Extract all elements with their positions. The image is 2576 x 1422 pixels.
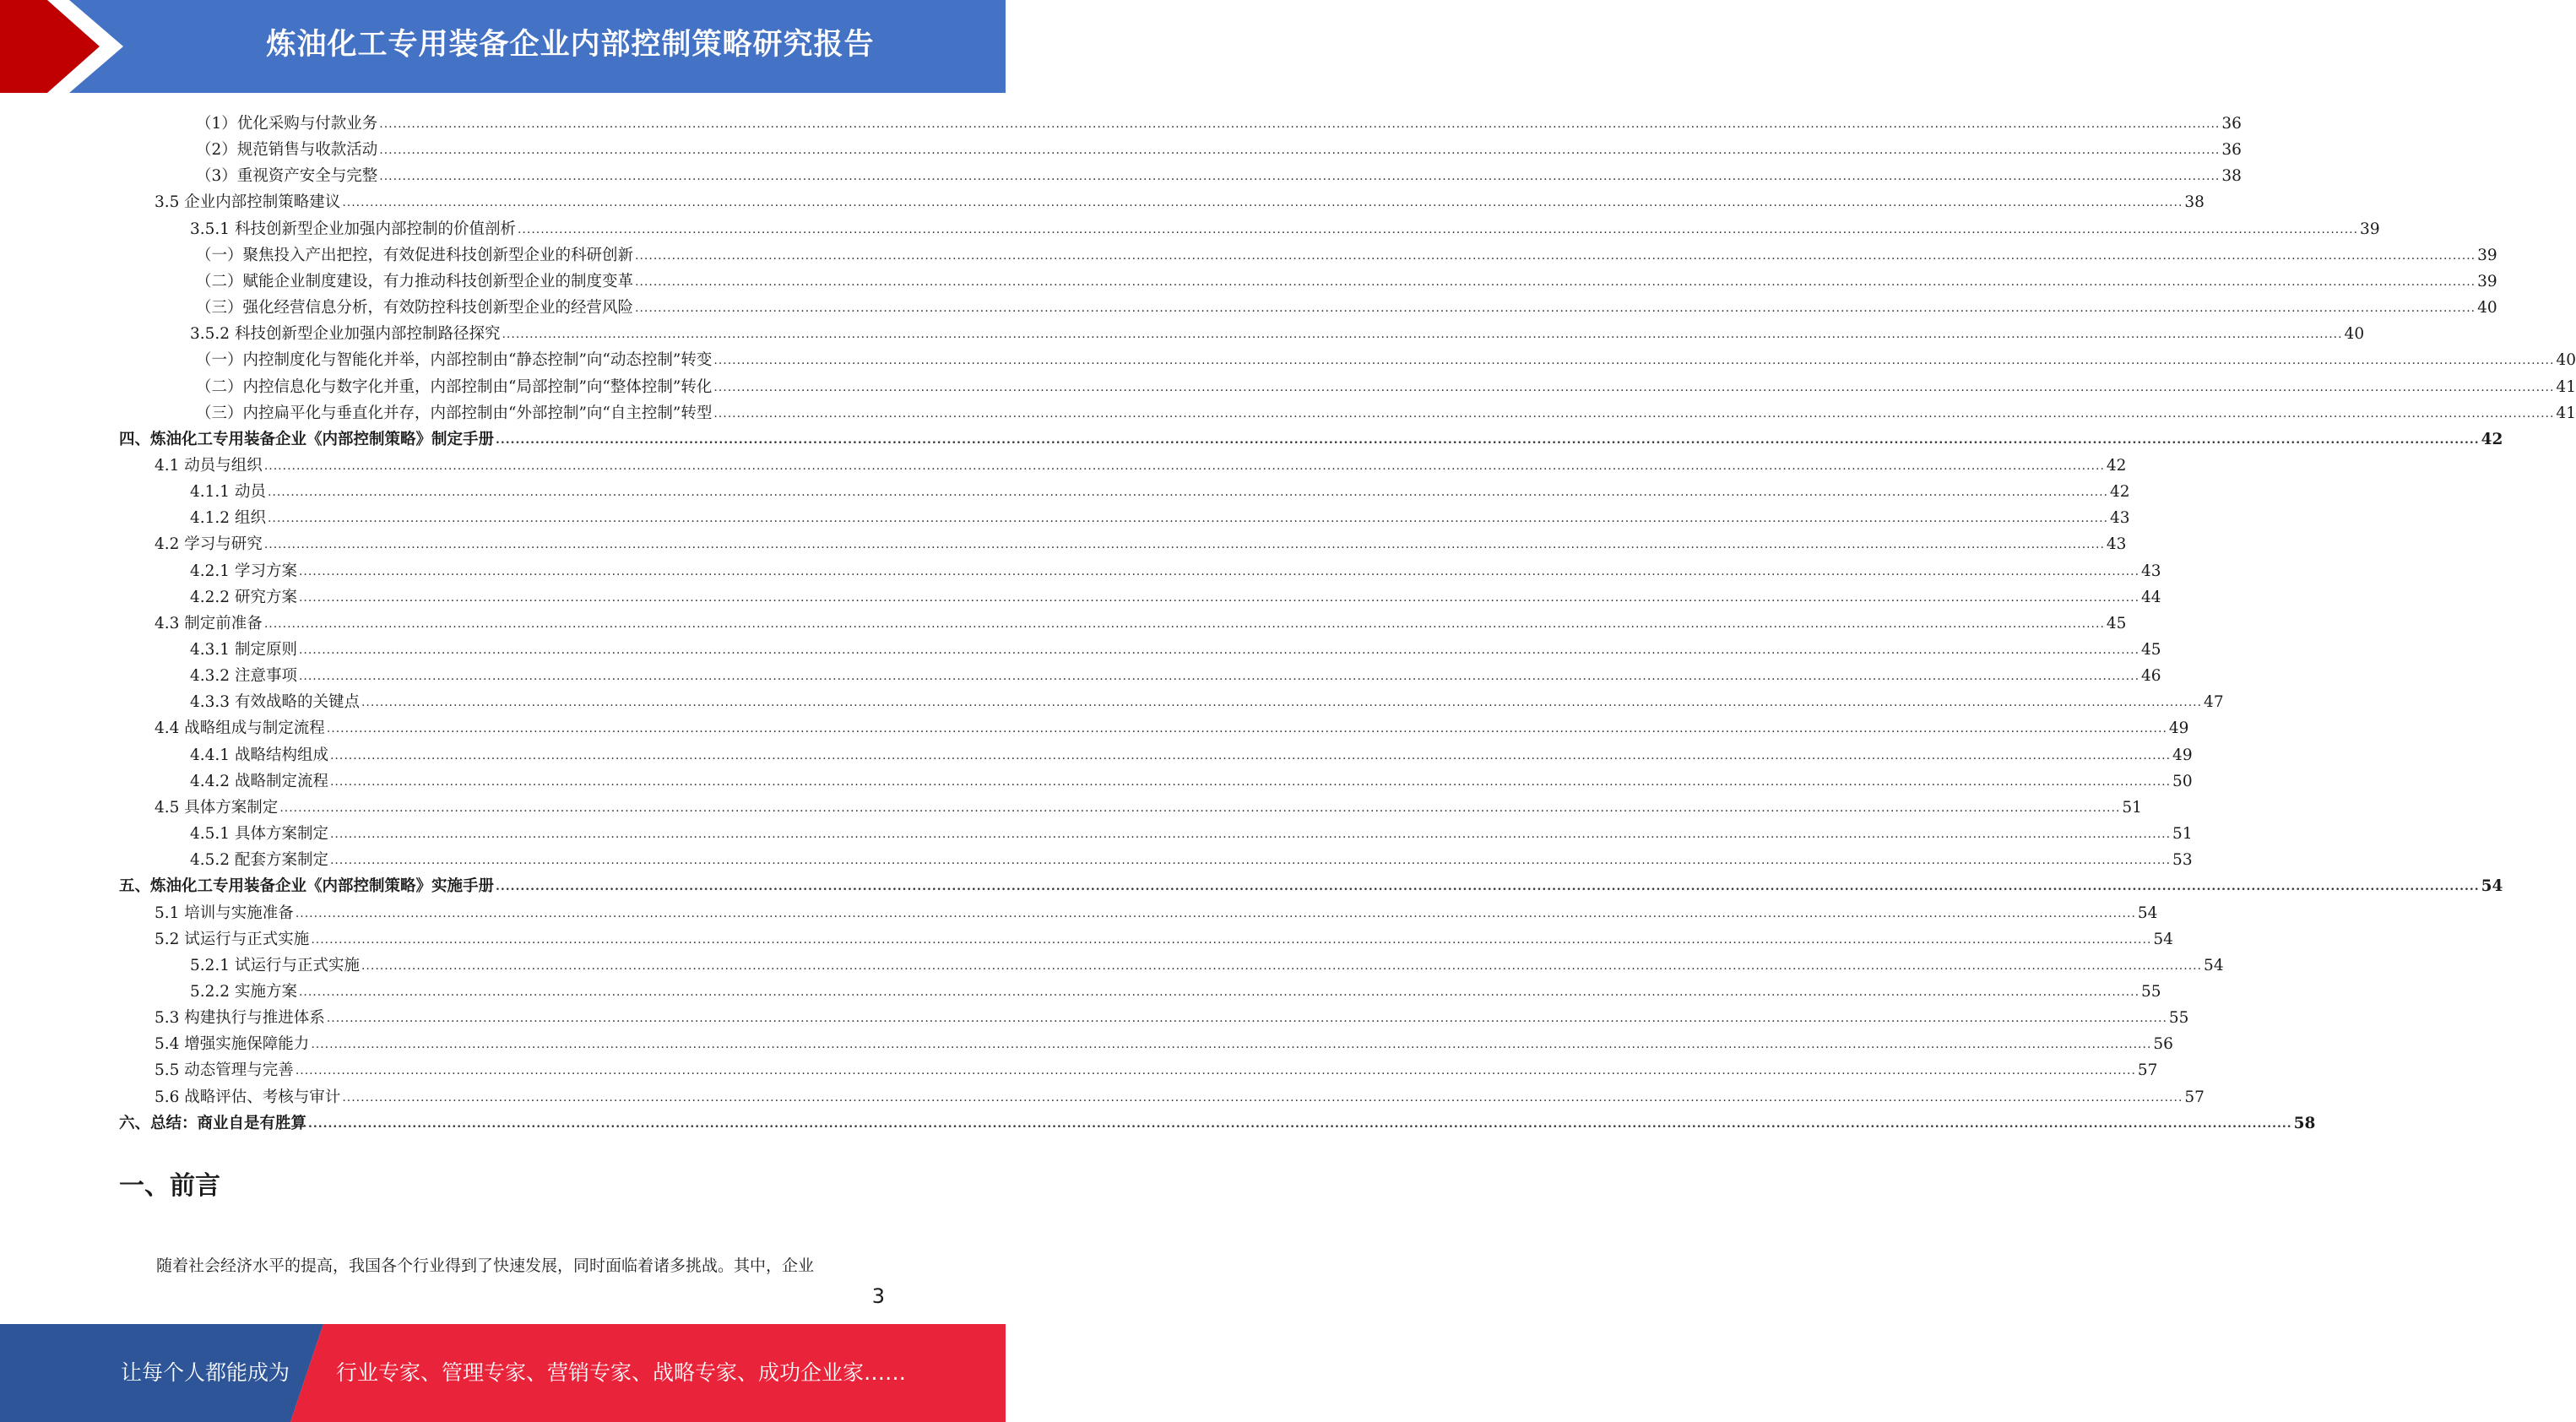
- toc-leader-dots: ................................................................................................................................................................................................................................................................................................................................................................................................................: [263, 616, 2105, 631]
- toc-entry-page: 49: [2172, 746, 2193, 764]
- toc-entry-title: 4.4.2 战略制定流程: [190, 772, 328, 790]
- toc-entry-page: 38: [2184, 193, 2205, 212]
- toc-entry-page: 39: [2477, 272, 2497, 290]
- toc-leader-dots: ................................................................................................................................................................................................................................................................................................................................................................................................................: [713, 406, 2555, 421]
- toc-entry-page: 42: [2110, 483, 2130, 502]
- toc-entry[interactable]: [155, 713, 2189, 739]
- toc-entry[interactable]: [196, 398, 2576, 424]
- toc-entry-page: 40: [2344, 325, 2365, 344]
- toc-entry-title: 4.3.3 有效战略的关键点: [190, 693, 360, 712]
- toc-entry-page: 57: [2184, 1088, 2205, 1106]
- toc-entry-title: （三）强化经营信息分析，有效防控科技创新型企业的经营风险: [196, 299, 634, 318]
- toc-leader-dots: ................................................................................................................................................................................................................................................................................................................................................................................................................: [379, 117, 2221, 131]
- toc-entry-title: 3.5 企业内部控制策略建议: [155, 193, 341, 212]
- toc-entry[interactable]: [190, 582, 2161, 608]
- toc-leader-dots: ................................................................................................................................................................................................................................................................................................................................................................................................................: [361, 696, 2203, 710]
- toc-entry[interactable]: [190, 844, 2193, 871]
- toc-leader-dots: ................................................................................................................................................................................................................................................................................................................................................................................................................: [311, 932, 2152, 947]
- toc-entry[interactable]: [155, 792, 2142, 818]
- toc-leader-dots: ................................................................................................................................................................................................................................................................................................................................................................................................................: [326, 1012, 2167, 1026]
- toc-entry-page: 43: [2110, 509, 2130, 528]
- toc-entry-page: 40: [2477, 299, 2497, 318]
- toc-entry-title: 4.5 具体方案制定: [155, 798, 279, 817]
- toc-entry-title: 4.3.1 制定原则: [190, 641, 297, 659]
- toc-leader-dots: ................................................................................................................................................................................................................................................................................................................................................................................................................: [342, 196, 2183, 210]
- toc-entry-title: 4.1.2 组织: [190, 509, 266, 528]
- chevron-arrow-icon: [0, 0, 135, 93]
- toc-entry[interactable]: [196, 292, 2497, 318]
- toc-entry[interactable]: [155, 1055, 2158, 1081]
- toc-entry-title: 4.2.1 学习方案: [190, 562, 297, 580]
- toc-entry-title: 5.6 战略评估、考核与审计: [155, 1088, 341, 1106]
- toc-leader-dots: ................................................................................................................................................................................................................................................................................................................................................................................................................: [496, 880, 2480, 894]
- toc-entry[interactable]: [190, 950, 2224, 976]
- toc-leader-dots: ................................................................................................................................................................................................................................................................................................................................................................................................................: [379, 144, 2221, 158]
- toc-entry-page: 50: [2172, 772, 2193, 790]
- toc-entry-title: 5.3 构建执行与推进体系: [155, 1009, 325, 1028]
- toc-entry[interactable]: [196, 108, 2242, 134]
- toc-entry-title: 4.5.2 配套方案制定: [190, 851, 328, 870]
- toc-leader-dots: ................................................................................................................................................................................................................................................................................................................................................................................................................: [267, 512, 2109, 526]
- toc-entry[interactable]: [196, 240, 2497, 266]
- toc-entry-title: （二）赋能企业制度建设，有力推动科技创新型企业的制度变革: [196, 272, 634, 290]
- toc-entry[interactable]: [190, 634, 2161, 660]
- toc-entry-title: 4.2.2 研究方案: [190, 588, 297, 606]
- toc-leader-dots: ................................................................................................................................................................................................................................................................................................................................................................................................................: [263, 538, 2105, 552]
- toc-entry-page: 55: [2141, 982, 2161, 1001]
- toc-entry-page: 46: [2141, 667, 2161, 686]
- toc-entry[interactable]: [196, 134, 2242, 160]
- toc-entry-title: 4.1 动员与组织: [155, 456, 263, 475]
- toc-entry[interactable]: [119, 871, 2503, 897]
- toc-entry[interactable]: [155, 1082, 2205, 1108]
- toc-leader-dots: ................................................................................................................................................................................................................................................................................................................................................................................................................: [311, 1038, 2152, 1052]
- toc-entry-title: （3）重视资产安全与完整: [196, 167, 378, 186]
- toc-entry-page: 56: [2153, 1035, 2173, 1054]
- toc-entry-page: 42: [2106, 456, 2127, 475]
- toc-entry-title: （一）内控制度化与智能化并举，内部控制由“静态控制”向“动态控制”转变: [196, 351, 713, 370]
- toc-leader-dots: ................................................................................................................................................................................................................................................................................................................................................................................................................: [635, 248, 2476, 263]
- toc-entry[interactable]: [190, 976, 2161, 1002]
- toc-leader-dots: ................................................................................................................................................................................................................................................................................................................................................................................................................: [713, 380, 2555, 394]
- toc-entry-title: （三）内控扁平化与垂直化并存，内部控制由“外部控制”向“自主控制”转型: [196, 404, 713, 422]
- toc-leader-dots: ................................................................................................................................................................................................................................................................................................................................................................................................................: [298, 643, 2140, 657]
- toc-leader-dots: ................................................................................................................................................................................................................................................................................................................................................................................................................: [298, 670, 2140, 684]
- toc-entry-page: 51: [2122, 798, 2142, 817]
- toc-leader-dots: ................................................................................................................................................................................................................................................................................................................................................................................................................: [295, 1064, 2136, 1078]
- toc-leader-dots: ................................................................................................................................................................................................................................................................................................................................................................................................................: [502, 328, 2343, 342]
- toc-entry-title: 4.4.1 战略结构组成: [190, 746, 328, 764]
- toc-entry[interactable]: [155, 608, 2127, 634]
- toc-leader-dots: ................................................................................................................................................................................................................................................................................................................................................................................................................: [298, 564, 2140, 578]
- toc-entry-page: 49: [2168, 719, 2189, 738]
- toc-entry-title: （1）优化采购与付款业务: [196, 115, 378, 133]
- toc-entry-page: 43: [2141, 562, 2161, 580]
- toc-entry[interactable]: [190, 476, 2130, 502]
- toc-entry[interactable]: [155, 187, 2205, 213]
- toc-entry-title: 五、炼油化工专用装备企业《内部控制策略》实施手册: [119, 877, 495, 896]
- toc-entry-title: 5.4 增强实施保障能力: [155, 1035, 310, 1054]
- toc-entry[interactable]: [190, 556, 2161, 582]
- toc-entry-title: 四、炼油化工专用装备企业《内部控制策略》制定手册: [119, 430, 495, 448]
- page-number: 3: [871, 1284, 885, 1308]
- toc-entry-title: 4.3.2 注意事项: [190, 667, 297, 686]
- toc-leader-dots: ................................................................................................................................................................................................................................................................................................................................................................................................................: [267, 486, 2109, 500]
- toc-entry-page: 54: [2481, 877, 2503, 896]
- toc-leader-dots: ................................................................................................................................................................................................................................................................................................................................................................................................................: [361, 958, 2203, 973]
- toc-entry-page: 54: [2137, 904, 2158, 922]
- toc-leader-dots: ................................................................................................................................................................................................................................................................................................................................................................................................................: [326, 722, 2167, 736]
- toc-entry-title: 5.1 培训与实施准备: [155, 904, 294, 922]
- toc-entry[interactable]: [119, 1108, 2316, 1134]
- toc-entry-page: 39: [2477, 246, 2497, 264]
- toc-leader-dots: ................................................................................................................................................................................................................................................................................................................................................................................................................: [517, 222, 2359, 236]
- toc-entry-page: 36: [2221, 115, 2242, 133]
- report-title: 炼油化工专用装备企业内部控制策略研究报告: [266, 28, 875, 62]
- toc-entry[interactable]: [155, 898, 2158, 924]
- toc-entry-page: 39: [2360, 220, 2380, 238]
- toc-leader-dots: ................................................................................................................................................................................................................................................................................................................................................................................................................: [379, 170, 2221, 184]
- toc-entry[interactable]: [155, 529, 2127, 555]
- toc-leader-dots: ................................................................................................................................................................................................................................................................................................................................................................................................................: [295, 906, 2136, 920]
- toc-entry-title: 5.2 试运行与正式实施: [155, 930, 310, 948]
- toc-entry[interactable]: [190, 214, 2380, 240]
- toc-entry-title: 4.4 战略组成与制定流程: [155, 719, 325, 738]
- toc-entry-page: 47: [2204, 693, 2224, 712]
- toc-entry[interactable]: [196, 266, 2497, 292]
- toc-entry[interactable]: [190, 766, 2193, 792]
- toc-entry-page: 54: [2204, 956, 2224, 974]
- toc-entry[interactable]: [190, 660, 2161, 687]
- toc-entry-title: （2）规范销售与收款活动: [196, 141, 378, 160]
- toc-entry-page: 40: [2556, 351, 2576, 370]
- toc-leader-dots: ................................................................................................................................................................................................................................................................................................................................................................................................................: [496, 432, 2480, 447]
- toc-leader-dots: ................................................................................................................................................................................................................................................................................................................................................................................................................: [263, 459, 2105, 473]
- toc-leader-dots: ................................................................................................................................................................................................................................................................................................................................................................................................................: [308, 1116, 2292, 1131]
- toc-entry[interactable]: [155, 924, 2173, 950]
- toc-entry[interactable]: [190, 818, 2193, 844]
- toc-entry-page: 44: [2141, 588, 2161, 606]
- toc-entry[interactable]: [155, 450, 2127, 476]
- toc-entry-title: 5.5 动态管理与完善: [155, 1061, 294, 1080]
- toc-leader-dots: ................................................................................................................................................................................................................................................................................................................................................................................................................: [329, 854, 2172, 868]
- footer-slogan-right: 行业专家、管理专家、营销专家、战略专家、成功企业家……: [336, 1360, 907, 1385]
- toc-entry-page: 53: [2172, 851, 2193, 870]
- toc-entry-title: 4.1.1 动员: [190, 483, 266, 502]
- toc-entry-title: 5.2.2 实施方案: [190, 982, 297, 1001]
- toc-entry-page: 55: [2168, 1009, 2189, 1028]
- toc-entry-title: 4.2 学习与研究: [155, 535, 263, 554]
- footer-slogan-left: 让每个人都能成为: [121, 1360, 290, 1385]
- toc-leader-dots: ................................................................................................................................................................................................................................................................................................................................................................................................................: [298, 985, 2140, 999]
- toc-entry-page: 38: [2221, 167, 2242, 186]
- toc-leader-dots: ................................................................................................................................................................................................................................................................................................................................................................................................................: [298, 590, 2140, 605]
- section-heading: 一、前言: [119, 1171, 220, 1201]
- toc-leader-dots: ................................................................................................................................................................................................................................................................................................................................................................................................................: [329, 774, 2172, 789]
- toc-entry[interactable]: [155, 1002, 2189, 1029]
- toc-leader-dots: ................................................................................................................................................................................................................................................................................................................................................................................................................: [713, 354, 2555, 368]
- toc-leader-dots: ................................................................................................................................................................................................................................................................................................................................................................................................................: [329, 828, 2172, 842]
- toc-entry-title: 3.5.1 科技创新型企业加强内部控制的价值剖析: [190, 220, 516, 238]
- toc-entry-page: 45: [2106, 614, 2127, 632]
- toc-entry-page: 57: [2137, 1061, 2158, 1080]
- toc-leader-dots: ................................................................................................................................................................................................................................................................................................................................................................................................................: [342, 1090, 2183, 1104]
- toc-entry[interactable]: [196, 160, 2242, 187]
- toc-leader-dots: ................................................................................................................................................................................................................................................................................................................................................................................................................: [329, 748, 2172, 763]
- toc-entry-page: 54: [2153, 930, 2173, 948]
- toc-entry[interactable]: [190, 687, 2224, 713]
- toc-entry-page: 41: [2556, 377, 2576, 396]
- toc-entry-title: 4.3 制定前准备: [155, 614, 263, 632]
- toc-entry-page: 41: [2556, 404, 2576, 422]
- toc-entry-title: 3.5.2 科技创新型企业加强内部控制路径探究: [190, 325, 501, 344]
- toc-entry[interactable]: [196, 345, 2576, 371]
- toc-entry-title: （一）聚焦投入产出把控，有效促进科技创新型企业的科研创新: [196, 246, 634, 264]
- toc-entry[interactable]: [155, 1029, 2173, 1055]
- toc-entry-page: 43: [2106, 535, 2127, 554]
- page-header: [0, 0, 1006, 93]
- toc-entry-title: 六、总结：商业自是有胜算: [119, 1114, 307, 1132]
- toc-entry[interactable]: [190, 318, 2365, 345]
- toc-entry-title: 4.5.1 具体方案制定: [190, 825, 328, 844]
- page-footer: [0, 1324, 1006, 1422]
- toc-entry[interactable]: [190, 740, 2193, 766]
- toc-entry[interactable]: [119, 424, 2503, 450]
- toc-entry-page: 36: [2221, 141, 2242, 160]
- toc-entry-page: 45: [2141, 641, 2161, 659]
- toc-leader-dots: ................................................................................................................................................................................................................................................................................................................................................................................................................: [279, 801, 2121, 815]
- toc-entry-page: 51: [2172, 825, 2193, 844]
- toc-entry-page: 58: [2293, 1114, 2316, 1132]
- toc-entry[interactable]: [190, 502, 2130, 529]
- toc-leader-dots: ................................................................................................................................................................................................................................................................................................................................................................................................................: [635, 301, 2476, 316]
- toc-leader-dots: ................................................................................................................................................................................................................................................................................................................................................................................................................: [635, 274, 2476, 289]
- toc-entry-title: 5.2.1 试运行与正式实施: [190, 956, 360, 974]
- toc-entry[interactable]: [196, 372, 2576, 398]
- toc-entry-page: 42: [2481, 430, 2503, 448]
- body-paragraph: 随着社会经济水平的提高，我国各个行业得到了快速发展，同时面临着诸多挑战。其中，企业: [156, 1256, 815, 1275]
- toc-entry-title: （二）内控信息化与数字化并重，内部控制由“局部控制”向“整体控制”转化: [196, 377, 713, 396]
